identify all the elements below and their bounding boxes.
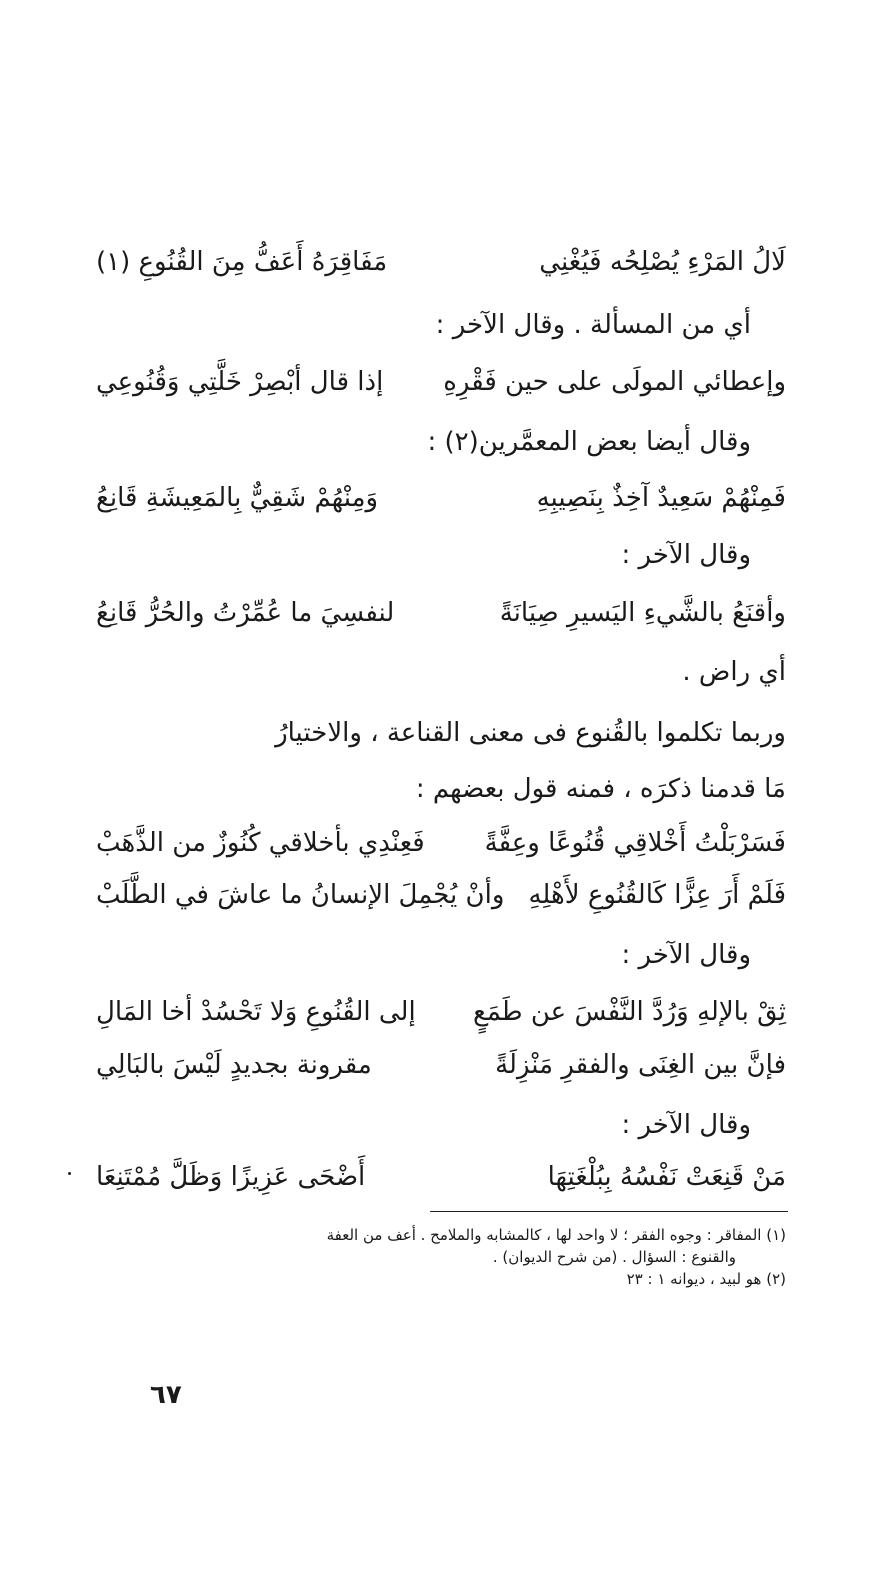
verse-line-7 [96, 596, 786, 630]
verse-line-11 [96, 826, 786, 860]
verse-12-first-hemistich: فَلَمْ أَرَ عِزًّا كَالقُنُوعِ لأَهْلِهِ [528, 880, 786, 910]
verse-1-second-hemistich: مَفَاقِرَهُ أَعَفُّ مِنَ القُنُوعِ (١) [96, 247, 388, 277]
footnote-1-line-1: (١) المفاقر : وجوه الفقر ؛ لا واحد لها ، كالمشابه والملامح . أعف من العفة [326, 1226, 786, 1244]
footnote-2: (٢) هو لبيد ، ديوانه ١ : ٢٣ [626, 1270, 786, 1288]
prose-line-2: أي من المسألة . وقال الآخر : [435, 310, 751, 340]
verse-17-second-hemistich: أَضْحَى عَزِيزًا وَظَلَّ مُمْتَنِعَا [96, 1162, 366, 1192]
verse-line-12 [96, 878, 786, 912]
verse-11-second-hemistich: فَعِنْدِي بأخلاقي كُنُوزٌ من الذَّهَبْ [96, 828, 425, 858]
verse-15-second-hemistich: مقرونة بجديدٍ لَيْسَ بالبَالِي [96, 1050, 372, 1080]
verse-3-second-hemistich: إذا قال أبْصِرْ خَلَّتِي وَقُنُوعِي [96, 367, 384, 397]
verse-line-3 [96, 365, 786, 399]
verse-line-5 [96, 481, 786, 515]
prose-line-16: وقال الآخر : [621, 1110, 751, 1140]
page-number: ٦٧ [150, 1380, 182, 1410]
verse-14-second-hemistich: إلى القُنُوعِ وَلا تَحْسُدْ أخا المَالِ [96, 997, 416, 1027]
verse-11-first-hemistich: فَسَرْبَلْتُ أَخْلاقِي قُنُوعًا وعِفَّةً [484, 828, 786, 858]
prose-line-9: وربما تكلموا بالقُنوع فى معنى القناعة ، والاختيارُ [275, 718, 786, 748]
verse-5-second-hemistich: وَمِنْهُمْ شَقِيٌّ بِالمَعِيشَةِ قَانِعُ [96, 483, 379, 513]
verse-line-1 [96, 245, 786, 279]
verse-1-first-hemistich: لَالُ المَرْءِ يُصْلِحُه فَيُغْنِي [539, 247, 786, 277]
prose-line-4: وقال أيضا بعض المعمَّرين(٢) : [427, 427, 751, 457]
footnote-1-line-2: والقنوع : السؤال . (من شرح الديوان) . [492, 1248, 736, 1266]
footnote-separator [430, 1211, 788, 1212]
verse-line-14 [96, 995, 786, 1029]
verse-3-first-hemistich: وإعطائي المولَى على حين فَقْرِهِ [443, 367, 786, 397]
verse-12-second-hemistich: وأنْ يُجْمِلَ الإنسانُ ما عاشَ في الطَّلَبْ [96, 880, 505, 910]
prose-line-8: أي راض . [682, 657, 786, 687]
verse-7-first-hemistich: وأقنَعُ بالشَّيءِ اليَسيرِ صِيَانَةً [499, 598, 786, 628]
verse-line-15 [96, 1048, 786, 1082]
verse-7-second-hemistich: لنفسِيَ ما عُمِّرْتُ والحُرُّ قَانِعُ [96, 598, 395, 628]
prose-line-6: وقال الآخر : [621, 540, 751, 570]
verse-5-first-hemistich: فَمِنْهُمْ سَعِيدٌ آخِذٌ بِنَصِيبِهِ [536, 483, 786, 513]
verse-14-first-hemistich: ثِقْ بالإلهِ وَرُدَّ النَّفْسَ عن طَمَعٍ [473, 997, 786, 1027]
verse-15-first-hemistich: فإنَّ بين الغِنَى والفقرِ مَنْزِلَةً [495, 1050, 786, 1080]
prose-line-13: وقال الآخر : [621, 940, 751, 970]
prose-line-10: مَا قدمنا ذكرَه ، فمنه قول بعضهم : [415, 774, 786, 804]
verse-line-17 [96, 1160, 786, 1194]
verse-17-first-hemistich: مَنْ قَنِعَتْ نَفْسُهُ بِبُلْغَتِهَا [547, 1162, 786, 1192]
stray-dot [68, 1172, 71, 1175]
